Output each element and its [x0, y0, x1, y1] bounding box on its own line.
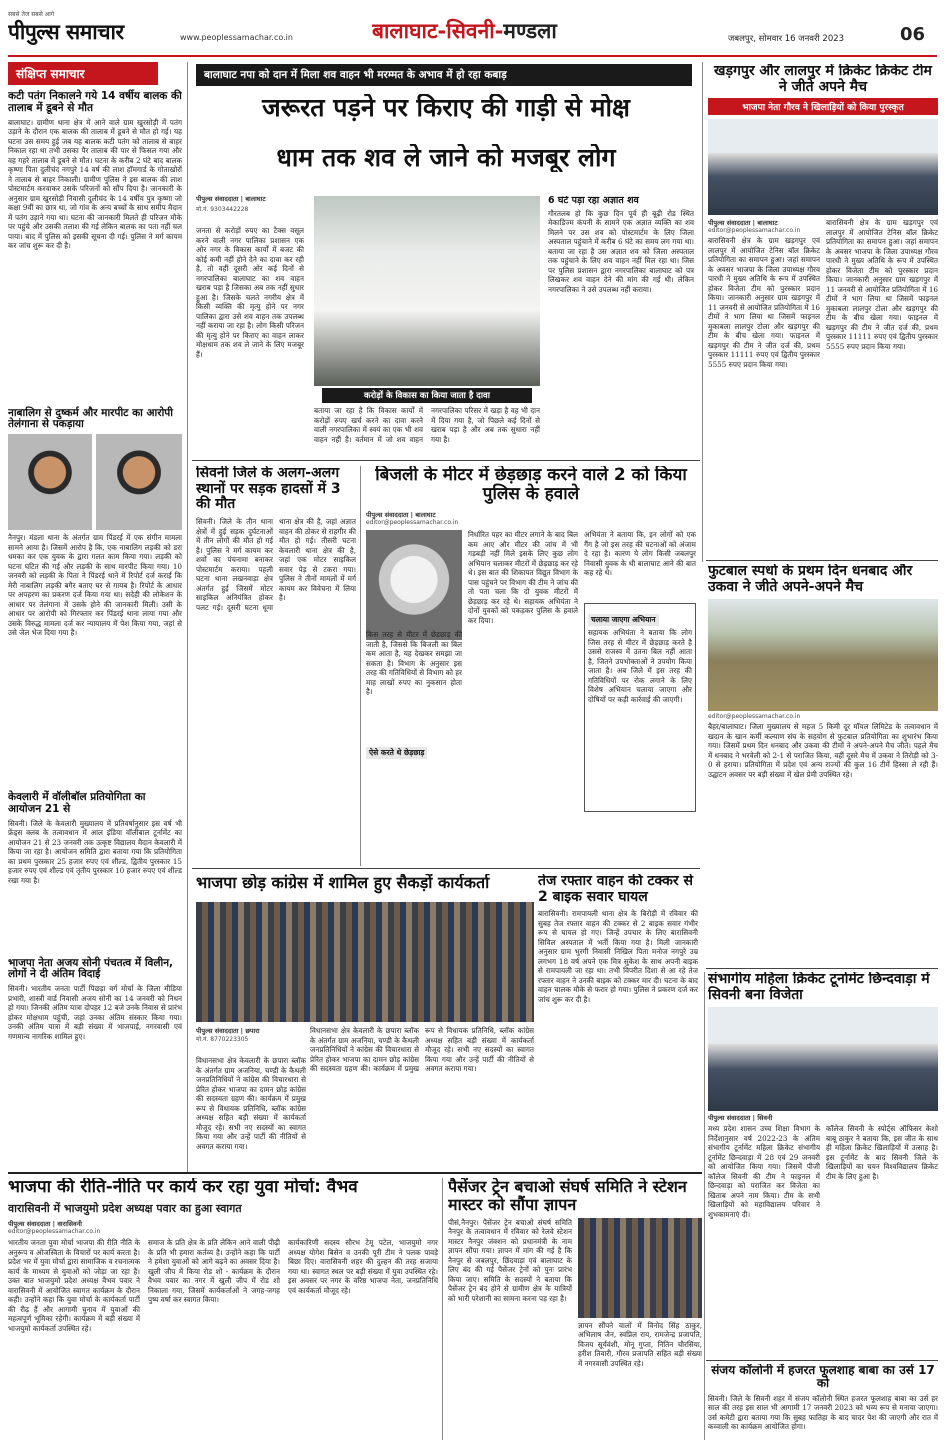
train-headline: पैसेंजर ट्रेन बचाओ संघर्ष समिति ने स्टेशन मास्टर को सौंपा ज्ञापन [448, 1178, 687, 1214]
cricket-body-cont: बारासिवनी क्षेत्र के ग्राम खड़गपुर एवं लालपुर में आयोजित टेनिस बॉल क्रिकेट प्रतियोगिता का समापन हुआ। जहां समापन के अवसर भाजपा के जिला उपाध्यक्ष गौरव पारधी ने मुख्य अतिथि के रूप में उपस्थित होकर विजेता टीम को पुरस्कार प्रदान किया। जानकारी अनुसार ग्राम खड़गपुर में 11 जनवरी से आयोजित प्रतियोगिता में 16 टीमों ने भाग लिया था जिसमें फाइनल मुकाबला लालपुर टोला और खड़गपुर की टीम के बीच खेला गया। फाइनल में खड़गपुर की टीम ने जीत दर्ज की, प्रथम पुरस्कार 11111 रुपए एवं द्वितीय पुरस्कार 5555 रुपए प्रदान किया गया। [826, 218, 938, 351]
collision-body: बारासिवनी। रामपायली थाना क्षेत्र के बिरोड़ी में रविवार की सुबह तेज रफ्तार वाहन की टक्कर से 2 बाइक सवार गंभीर रूप से घायल हो गए। जिन्हें उपचार के लिए बारासिवनी सिविल अस्पताल में भर्ती किया गया है। मिली जानकारी अनुसार ग्राम भुरगी निवासी निखिल पिता मनोज नगपुरे उम्र लगभग 18 वर्ष अपने एक मित्र सुकेश के साथ अपनी बाइक से रामपायली जा रहा था। तभी विपरीत दिशा से आ रहे तेज रफ्तार वाहन ने उनकी बाइक को टक्कर मार दी। घटना के बाद वाहन चालक मौके से फरार हो गया। पुलिस ने प्रकरण दर्ज कर जांच शुरू कर दी है। [538, 909, 698, 1004]
lead-bottom-rule [192, 460, 700, 461]
yuva-section: भाजपा की रीति-नीति पर कार्य कर रहा युवा मोर्चा: वैभव वारासिवनी में भाजयुमो प्रदेश अध्यक्ष पवार का हुआ स्वागत पीपुल्स संवाददाता | वारासिवनी editor@peoplessamachar.co.in भारतीय जनता युवा मोर्चा भाजपा की रीति नीति के अनुरूप व ओजस्विता के विचारों पर कार्य करता है। प्रदेश भर में युवा मोर्चा द्वारा सामाजिक व रचनात्मक कार्य के माध्यम से युवाओं को जोड़ा जा रहा है। उक्त बात भाजयुमो प्रदेश अध्यक्ष वैभव पवार ने वारासिवनी में आयोजित स्वागत कार्यक्रम के दौरान कही। उन्होंने कहा कि युवा मोर्चा के कार्यकर्ता पार्टी की रीढ़ हैं और आगामी चुनाव में युवाओं की महत्वपूर्ण भूमिका रहेगी। कार्यक्रम में बड़ी संख्या में भाजयुमो कार्यकर्ता उपस्थित रहे। समाज के प्रति क्षेत्र के प्रति लेकिन आने वाली पीढ़ी के प्रति भी हमारा कर्तव्य है। उन्होंने कहा कि पार्टी ने हमेशा युवाओं को आगे बढ़ने का अवसर दिया है। खुली जीप में किया रोड शो - कार्यक्रम के दौरान वैभव पवार का नगर में खुली जीप में रोड शो निकाला गया, जिसमें कार्यकर्ताओं ने जगह-जगह पुष्प वर्षा कर स्वागत किया। कार्यकारिणी सदस्य सौरभ टेमू पटेल, भाजयुमो नगर अध्यक्ष योगेश बिसेन व उनकी पूरी टीम ने पलक पावड़े बिछा दिए। वारासिवनी शहर की दुल्हन की तरह सजाया गया था। स्वागत स्थल पर बड़ी संख्या में युवा उपस्थित रहे। इस अवसर पर नगर के वरिष्ठ भाजपा नेता, जनप्रतिनिधि एवं कार्यकर्ता मौजूद रहे। [8, 1178, 438, 1440]
cricket-bottom-rule [706, 560, 938, 561]
sidebar [8, 62, 182, 1172]
urs-body: सिवनी। जिले के सिवनी शहर में संजय कॉलोनी स्थित हजरत फूलशाह बाबा का उर्स हर साल की तरह इस साल भी आगामी 17 जनवरी 2023 को भव्य रूप से मनाया जाएगा। उर्स कमेटी द्वारा बताया गया कि सुबह फातिहा के बाद चादर पेश की जाएगी और रात में कव्वाली का कार्यक्रम आयोजित होगा। [708, 1393, 938, 1432]
sidebar-story4-headline: भाजपा नेता अजय सोनी पंचतत्व में विलीन, लोगों ने दी अंतिम विदाई [8, 956, 174, 981]
collision-section [538, 874, 698, 1166]
congress-body: विधानसभा क्षेत्र केवलारी के छपारा ब्लॉक के अंतर्गत ग्राम अजनिया, चण्डी के कैथली जनप्रतिनिधियों ने कांग्रेस की विचारधारा से प्रेरित होकर भाजपा का दामन छोड़ कांग्रेस की सदस्यता ग्रहण की। कार्यक्रम में प्रमुख रूप से विधायक प्रतिनिधि, ब्लॉक कांग्रेस अध्यक्ष सहित बड़ी संख्या में कार्यकर्ता मौजूद रहे। सभी नए सदस्यों का स्वागत किया गया और उन्हें पार्टी की नीतियों से अवगत कराया गया। [310, 1026, 534, 1073]
women-cricket-team-photo [708, 1007, 938, 1111]
lead-byline: पीपुल्स संवाददाता [196, 195, 239, 203]
meter-headline: बिजली के मीटर में छेड़छाड़ करने वाले 2 को किया पुलिस के हवाले [375, 466, 687, 505]
yuva-body2: समाज के प्रति क्षेत्र के प्रति लेकिन आने वाली पीढ़ी के प्रति भी हमारा कर्तव्य है। उन्होंने कहा कि पार्टी ने हमेशा युवाओं को आगे बढ़ने का अवसर दिया है। खुली जीप में किया रोड शो - कार्यक्रम के दौरान वैभव पवार का नगर में खुली जीप में रोड शो निकाला गया, जिसमें कार्यकर्ताओं ने जगह-जगह पुष्प वर्षा कर स्वागत किया। [148, 1238, 280, 1305]
sidebar-story2-headline: नाबालिग से दुष्कर्म और मारपीट का आरोपी तेलंगाना से पकड़ाया [8, 406, 173, 431]
lead-photo-body: बताया जा रहा है कि विकास कार्यों में करोड़ों रुपए खर्च करने का दावा करने वाली नगरपालिका में स्वयं का एक भी शव वाहन नहीं है। वर्तमान में जो शव वाहन नगरपालिका परिसर में खड़ा है वह भी दान में दिया गया है, जो पिछले कई दिनों से खराब पड़ा है और अब तक सुधारा नहीं गया है। [314, 406, 540, 444]
congress-section [196, 874, 534, 1166]
football-email: editor@peoplessamachar.co.in [708, 713, 801, 721]
cricket-col1: पीपुल्स संवाददाता | बालाघाट editor@peoplessamachar.co.in बारासिवनी क्षेत्र के ग्राम खड़गपुर एवं लालपुर में आयोजित टेनिस बॉल क्रिकेट प्रतियोगिता का समापन हुआ। जहां समापन के अवसर भाजपा के जिला उपाध्यक्ष गौरव पारधी ने मुख्य अतिथि के रूप में उपस्थित होकर विजेता टीम को पुरस्कार प्रदान किया। जानकारी अनुसार ग्राम खड़गपुर में 11 जनवरी से आयोजित प्रतियोगिता में 16 टीमों ने भाग लिया था जिसमें फाइनल मुकाबला लालपुर टोला और खड़गपुर की टीम के बीच खेला गया। फाइनल में खड़गपुर की टीम ने जीत दर्ज की, प्रथम पुरस्कार 11111 रुपए एवं द्वितीय पुरस्कार 5555 रुपए प्रदान किया गया। [708, 218, 820, 556]
section-title-main: बालाघाट-सिवनी- [372, 19, 504, 43]
cricket-section [708, 64, 938, 556]
train-body2: ज्ञापन सौंपने वालों में विनोद सिंह ठाकुर, अभिलाष जैन, स्वप्निल राय, रामजेन्द्र प्रजापति, विजय सूर्यवंशी, मोनू गुप्ता, नितिन चौरसिया, हरीश तिवारी, गौरव प्रजापति सहित बड़ी संख्या में नगरवासी उपस्थित रहे। [578, 1320, 702, 1368]
yuva-byline: पीपुल्स संवाददाता [8, 1220, 51, 1229]
dateline: जबलपुर, सोमवार 16 जनवरी 2023 [728, 34, 845, 44]
lead-body-col1: जनता से करोड़ों रुपए का टैक्स वसूल करने वाली नगर पालिका प्रशासन एक ओर नगर के विकास कार्यों में बजट की कोई कमी नहीं होने देने का दावा कर रही है, तो वहीं दूसरी ओर कई दिनों से नगरपालिका बालाघाट का शव वाहन खराब पड़ा है जिसका अब तक नहीं सुधार हुआ है। जिसके चलते नगरीय क्षेत्र में किसी व्यक्ति की मृत्यु होने पर नगर पालिका द्वारा उसे शव वाहन तक उपलब्ध नहीं कराया जा रहा है। लोग किसी परिजन की मृत्यु होने पर किराए का वाहन लाकर मोक्षधाम तक शव ले जाने के लिए मजबूर हैं। [196, 226, 304, 359]
lead-photo-caption: करोड़ों के विकास का किया जाता है दावा [322, 388, 532, 403]
women-cricket-body2: कॉलेज सिवनी के स्पोर्ट्स ऑफिसर केशो बाबू ठाकुर ने बताया कि, इस जीत के साथ ही महिला क्रिकेट खिलाड़ियों में उत्साह है। इस टूर्नामेंट के बाद सिवनी जिले के खिलाड़ियों का चयन विश्वविद्यालय क्रिकेट टीम के लिए हुआ है। [826, 1124, 938, 1181]
urs-section [708, 1364, 938, 1442]
meter-body3: अभियंता ने बताया कि, इन लोगों को एक गैंग है जो इस तरह की घटनाओं को अंजाम दे रहा है। कारण ये लोग किसी जबलपुर निवासी युवक के थी बालाघाट आने की बात कह रहे थे। [584, 530, 696, 578]
accidents-section [196, 466, 356, 866]
yuva-place: वारासिवनी [57, 1220, 82, 1229]
yuva-email: editor@peoplessamachar.co.in [8, 1228, 101, 1236]
sidebar-divider [187, 62, 188, 1172]
cricket-email: editor@peoplessamachar.co.in [708, 227, 801, 235]
page-number: 06 [900, 24, 926, 45]
football-match-photo [708, 599, 938, 711]
accused-photo-2 [96, 434, 182, 530]
yuva-divider [442, 1178, 443, 1440]
cricket-headline: खड़गपुर और लालपुर में क्रिकेट क्रिकेट टीम ने जीते अपने मैच [714, 64, 932, 95]
train-memorandum-photo [578, 1218, 702, 1318]
women-cricket-columns [708, 1124, 938, 1320]
football-section [708, 564, 938, 966]
sidebar-story1-headline: कटी पतंग निकालने गये 14 वर्षीय बालक की तालाब में डूबने से मौत [8, 90, 182, 114]
cricket-columns [708, 218, 938, 556]
lead-headline-line2: धाम तक शव ले जाने को मजबूर लोग [276, 144, 616, 172]
yuva-body: भारतीय जनता युवा मोर्चा भाजपा की रीति नीति के अनुरूप व ओजस्विता के विचारों पर कार्य करता है। प्रदेश भर में युवा मोर्चा द्वारा सामाजिक व रचनात्मक कार्य के माध्यम से युवाओं को जोड़ा जा रहा है। उक्त बात भाजयुमो प्रदेश अध्यक्ष वैभव पवार ने वारासिवनी में आयोजित स्वागत कार्यक्रम के दौरान कही। उन्होंने कहा कि युवा मोर्चा के कार्यकर्ता पार्टी की रीढ़ हैं और आगामी चुनाव में युवाओं की महत्वपूर्ण भूमिका रहेगी। कार्यक्रम में बड़ी संख्या में भाजयुमो कार्यकर्ता उपस्थित रहे। [8, 1238, 140, 1333]
meter-col3 [584, 530, 696, 830]
section-title-accent: मण्डला [503, 19, 557, 43]
meter-place: बालाघाट [415, 511, 436, 520]
cricket-team-photo [708, 119, 938, 215]
sidebar-story3-body: सिवनी। जिले के केवलारी मुख्यालय में प्रतिवर्षानुसार इस वर्ष भी फ्रेंड्स क्लब के तत्वावधान में आल इंडिया वॉलीबाल टूर्नामेंट का आयोजन 21 से 23 जनवरी तक उत्कृष्ट विद्यालय मैदान केवलारी में किया जा रहा है। आयोजन समिति द्वारा बताया गया कि प्रतियोगिता का प्रथम पुरस्कार 25 हजार रुपए एवं शील्ड, द्वितीय पुरस्कार 15 हजार रुपए एवं शील्ड एवं तृतीय पुरस्कार 10 हजार रुपए एवं शील्ड रखा गया है। [8, 818, 182, 885]
congress-byline-block: पीपुल्स संवाददाता | छपारा मो.नं. 8770223305 [196, 1026, 306, 1054]
meter-box-heading: चलाया जाएगा अभियान [588, 614, 659, 626]
sidebar-story4-body: सिवनी। भारतीय जनता पार्टी पिछड़ा वर्ग मोर्चा के जिला मीडिया प्रभारी, शास्त्री वार्ड निवासी अजय सोनी का 14 जनवरी को निधन हो गया। जिनकी अंतिम यात्रा दोपहर 12 बजे उनके निवास से प्रारंभ होकर मोक्षधाम पहुंची, जहां उनका अंतिम संस्कार किया गया। उनकी अंतिम यात्रा में बड़ी संख्या में भाजपाई, नगरवासी एवं गणमान्य नागरिक शामिल हुए। [8, 984, 182, 1041]
sidebar-header: संक्षिप्त समाचार [8, 62, 158, 85]
electric-meter-photo [366, 530, 462, 640]
women-cricket-photo-wrap [708, 1007, 938, 1111]
website-url: www.peoplessamachar.co.in [180, 33, 293, 42]
congress-mobile: मो.नं. 8770223305 [196, 1036, 249, 1043]
urs-top-rule [706, 1360, 938, 1361]
congress-body-intro: विधानसभा क्षेत्र केवलारी के छपारा ब्लॉक के अंतर्गत ग्राम अजनिया, चण्डी के कैथली जनप्रतिनिधियों ने कांग्रेस की विचारधारा से प्रेरित होकर भाजपा का दामन छोड़ कांग्रेस की सदस्यता ग्रहण की। कार्यक्रम में प्रमुख रूप से विधायक प्रतिनिधि, ब्लॉक कांग्रेस अध्यक्ष सहित बड़ी संख्या में कार्यकर्ता मौजूद रहे। सभी नए सदस्यों का स्वागत किया गया और उन्हें पार्टी की नीतियों से अवगत कराया गया। [196, 1056, 306, 1151]
train-section [448, 1178, 702, 1440]
accidents-headline: सिवनी जिले के अलग-अलग स्थानों पर सड़क हादसों में 3 की मौत [196, 466, 341, 513]
lead-kicker: बालाघाट नपा को दान में मिला शव वाहन भी मरम्मत के अभाव में हो रहा कबाड़ [196, 64, 692, 86]
yuva-headline: भाजपा की रीति-नीति पर कार्य कर रहा युवा मोर्चा: वैभव [8, 1178, 358, 1197]
congress-byline: पीपुल्स संवाददाता [196, 1027, 239, 1035]
cricket-place: बालाघाट [757, 219, 778, 228]
sidebar-story2-body: नैनपुर। मंडला थाना के अंतर्गत ग्राम पिंडरई में एक संगीन मामला सामने आया है। जिसमें आरोप है कि, एक नाबालिग लड़की को डरा धमका कर एक युवक के द्वारा गलत काम किया गया। लड़की को घटना घटित की गई और लड़की के साथ मारपीट किया गया। 10 जनवरी को लड़की के पिता ने पिंडरई थाने में रिपोर्ट दर्ज कराई कि मेरी नाबालिग लड़की बगैर बताए घर से गायब है। रिपोर्ट के आधार पर अपहरण का प्रकरण दर्ज किया गया था। सदेही की लोकेशन के आधार पर तेलंगाना में उसके होने की जानकारी मिली। उसी के आधार पर आरोपी को गिरफ्तार कर पिंडरई थाना लाया गया और उसके विरुद्ध मामला दर्ज कर न्यायालय में पेश किया गया, जहां से उसे जेल भेज दिया गया है। [8, 533, 182, 637]
sidebar-story2-photos [8, 434, 182, 530]
meter-body1: निर्धारित पहर का मीटर लगाने के बाद बिल कम आए और मीटर की जांच में भी गड़बड़ी नहीं मिले इसके लिए कुछ लोग अभियान चलाकर मीटरों में छेड़छाड़ कर रहे थे। इस बात की शिकायत विद्युत विभाग के पास पहुंचने पर विभाग की टीम ने जांच की तो पता चला कि दो युवक मीटरों में छेड़छाड़ कर रहे थे। सहायक अभियंता ने दोनों युवकों को पकड़कर पुलिस के हवाले कर दिया। [468, 530, 578, 625]
congress-top-rule [192, 868, 700, 869]
cricket-subhead: भाजपा नेता गौरव ने खिलाड़ियों को किया पुरस्कृत [708, 98, 938, 115]
logo-text: पीपुल्स समाचार [8, 20, 124, 44]
logo-tagline: सबसे तेज सबसे आगे [8, 11, 55, 18]
accused-photo-1 [8, 434, 92, 530]
meter-body2: किस तरह से मीटर में छेड़छाड़ की जाती है, जिससे कि बिजली का बिल कम आता है, यह देखकर समझा जा सकता है। विभाग के अनुसार इस तरह की गतिविधियों से विभाग को हर माह लाखों रुपए का नुकसान होता है। [366, 630, 462, 696]
meter-sub-heading: ऐसे करते थे छेड़छाड़ [366, 747, 427, 759]
football-bottom-rule [706, 968, 938, 969]
congress-headline: भाजपा छोड़ कांग्रेस में शामिल हुए सैकड़ों कार्यकर्ता [196, 874, 490, 892]
congress-event-photo [196, 902, 534, 1022]
train-col2 [578, 1218, 702, 1432]
meter-box-body: सहायक अभियंता ने बताया कि लोग जिस तरह से मीटर में छेड़छाड़ करते है उससे राजस्व में उतना बिल नहीं आता है, जितने उपभोक्ताओं ने उपयोग किया जाता है। अब जिले में इस तरह की गतिविधियों पर रोक लगाने के लिए विशेष अभियान चलाया जाएगा और दोषियों पर कड़ी कार्रवाई की जाएगी। [588, 628, 692, 704]
masthead [0, 0, 945, 58]
sidebar-story3-headline: केवलारी में वॉलीबॉल प्रतियोगिता का आयोजन 21 से [8, 791, 146, 815]
train-columns [448, 1218, 702, 1432]
yuva-columns [8, 1238, 438, 1422]
meter-email: editor@peoplessamachar.co.in [366, 519, 459, 527]
meter-byline: पीपुल्स संवाददाता [366, 511, 409, 520]
women-cricket-section: संभागीय महिला क्रिकेट टूर्नामेंट छिन्दवाड़ा में सिवनी बना विजेता पीपुल्स संवाददाता | सिवनी मध्य प्रदेश शासन उच्च शिक्षा विभाग के निर्देशानुसार वर्ष 2022-23 के अंतिम संभागीय टूर्नामेंट महिला क्रिकेट संभागीय टूर्नामेंट छिन्दवाड़ा में 28 एवं 29 जनवरी को आयोजित किया गया। जिसमें पीजी कॉलेज सिवनी की टीम ने फाइनल में छिन्दवाड़ा को पराजित कर विजेता का खिताब अपने नाम किया। टीम के सभी खिलाड़ियों को महाविद्यालय परिवार ने शुभकामनाएं दी। कॉलेज सिवनी के स्पोर्ट्स ऑफिसर केशो बाबू ठाकुर ने बताया कि, इस जीत के साथ ही महिला क्रिकेट खिलाड़ियों में उत्साह है। इस टूर्नामेंट के बाद सिवनी जिले के खिलाड़ियों का चयन विश्वविद्यालय क्रिकेट टीम के लिए हुआ है। [708, 972, 938, 1358]
meter-section: बिजली के मीटर में छेड़छाड़ करने वाले 2 को किया पुलिस के हवाले पीपुल्स संवाददाता | बालाघाट editor@peoplessamachar.co.in निर्धारित पहर का मीटर लगाने के बाद बिल कम आए और मीटर की जांच में भी गड़बड़ी नहीं मिले इसके लिए कुछ लोग अभियान चलाकर मीटरों में छेड़छाड़ कर रहे थे। इस बात की शिकायत विद्युत विभाग के पास पहुंचने पर विभाग की टीम ने जांच की तो पता चला कि दो युवक मीटरों में छेड़छाड़ कर रहे थे। सहायक अभियंता ने दोनों युवकों को पकड़कर पुलिस के हवाले कर दिया। अभियंता ने बताया कि, इन लोगों को एक गैंग है जो इस तरह की घटनाओं को अंजाम दे रहा है। कारण ये लोग किसी जबलपुर निवासी युवक के थी बालाघाट आने की बात कह रहे थे। चलाया जाएगा अभियान सहायक अभियंता ने बताया कि लोग जिस तरह से मीटर में छेड़छाड़ करते है उससे राजस्व में उतना बिल नहीं आता है, जितने उपभोक्ताओं ने उपयोग किया जाता है। अब जिले में इस तरह की गतिविधियों पर रोक लगाने के लिए विशेष अभियान चलाया जाएगा और दोषियों पर कड़ी कार्रवाई की जाएगी। किस तरह से मीटर में छेड़छाड़ की जाती है, जिससे कि बिजली का बिल कम आता है, यह देखकर समझा जा सकता है। विभाग के अनुसार इस तरह की गतिविधियों से विभाग को हर माह लाखों रुपए का नुकसान होता है। ऐसे करते थे छेड़छाड़ [366, 466, 696, 864]
lead-mobile: मो.नं. 9303442228 [196, 206, 249, 213]
meter-col1-text [366, 630, 462, 862]
meter-box [584, 603, 696, 812]
train-divider [704, 972, 705, 1440]
cricket-byline: पीपुल्स संवाददाता [708, 219, 751, 228]
lead-sub-heading: 6 घंटे पड़ा रहा अज्ञात शव [548, 196, 639, 206]
hearse-photo [314, 196, 540, 386]
lead-headline-line1: जरूरत पड़ने पर किराए की गाड़ी से मोक्ष [262, 94, 630, 122]
women-cricket-place: सिवनी [757, 1114, 773, 1123]
lead-divider-right [702, 62, 703, 562]
lead-place: बालाघाट [245, 195, 266, 203]
urs-headline: संजय कॉलोनी में हजरत फूलशाह बाबा का उर्स 17 को [711, 1364, 935, 1391]
women-cricket-byline: पीपुल्स संवाददाता [708, 1114, 751, 1123]
masthead-rule [8, 55, 937, 57]
women-cricket-headline: संभागीय महिला क्रिकेट टूर्नामेंट छिन्दवाड़ा में सिवनी बना विजेता [708, 972, 930, 1003]
yuva-body3: कार्यकारिणी सदस्य सौरभ टेमू पटेल, भाजयुमो नगर अध्यक्ष योगेश बिसेन व उनकी पूरी टीम ने पलक पावड़े बिछा दिए। वारासिवनी शहर की दुल्हन की तरह सजाया गया था। स्वागत स्थल पर बड़ी संख्या में युवा उपस्थित रहे। इस अवसर पर नगर के वरिष्ठ भाजपा नेता, जनप्रतिनिधि एवं कार्यकर्ता मौजूद रहे। [288, 1238, 438, 1295]
newspaper-logo [8, 10, 178, 50]
football-headline: फुटबाल स्पर्धा के प्रथम दिन धनबाद और उकवा ने जीते अपने-अपने मैच [708, 564, 913, 595]
cricket-body: बारासिवनी क्षेत्र के ग्राम खड़गपुर एवं लालपुर में आयोजित टेनिस बॉल क्रिकेट प्रतियोगिता का समापन हुआ। जहां समापन के अवसर भाजपा के जिला उपाध्यक्ष गौरव पारधी ने मुख्य अतिथि के रूप में उपस्थित होकर विजेता टीम को पुरस्कार प्रदान किया। जानकारी अनुसार ग्राम खड़गपुर में 11 जनवरी से आयोजित प्रतियोगिता में 16 टीमों ने भाग लिया था जिसमें फाइनल मुकाबला लालपुर टोला और खड़गपुर की टीम के बीच खेला गया। फाइनल में खड़गपुर की टीम ने जीत दर्ज की, प्रथम पुरस्कार 11111 रुपए एवं द्वितीय पुरस्कार 5555 रुपए प्रदान किया गया। [708, 236, 820, 369]
lead-sub-section [548, 196, 694, 452]
congress-place: छपारा [245, 1027, 260, 1035]
lead-byline-block: पीपुल्स संवाददाता | बालाघाट मो.नं. 9303442228 [196, 194, 304, 228]
lead-sub-body: गौरतलब हो कि कुछ दिन पूर्व ही बूढ़ी रोड स्थित मेकाडिज्म कंपनी के सामने एक अज्ञात व्यक्ति का शव मिलने पर उस शव को पोस्टमार्टम के लिए जिला अस्पताल पहुंचाने में करीब 6 घंटे का समय लग गया था। बताया जा रहा है उस अज्ञात शव को जिला अस्पताल तक पहुंचाने के लिए शव वाहन नहीं मिल रहा था। जिस पर पुलिस प्रशासन द्वारा नगरपालिका बालाघाट को पत्र लिखकर शव वाहन देने की मांग की गई थी। लेकिन नगरपालिका ने उसे उपलब्ध नहीं कराया। [548, 208, 694, 294]
collision-headline: तेज रफ्तार वाहन की टक्कर से 2 बाइक सवार घायल [538, 874, 693, 905]
football-photo-wrap [708, 599, 938, 711]
women-cricket-body: मध्य प्रदेश शासन उच्च शिक्षा विभाग के निर्देशानुसार वर्ष 2022-23 के अंतिम संभागीय टूर्नामेंट महिला क्रिकेट संभागीय टूर्नामेंट छिन्दवाड़ा में 28 एवं 29 जनवरी को आयोजित किया गया। जिसमें पीजी कॉलेज सिवनी की टीम ने फाइनल में छिन्दवाड़ा को पराजित कर विजेता का खिताब अपने नाम किया। टीम के सभी खिलाड़ियों को महाविद्यालय परिवार ने शुभकामनाएं दी। [708, 1124, 820, 1219]
section-title [372, 17, 602, 47]
accidents-body: सिवनी। जिले के तीन थाना क्षेत्रों में हुई सड़क दुर्घटनाओं में तीन लोगों की मौत हो गई है। पुलिस ने मर्ग कायम कर शवों का पंचनामा बनाकर पोस्टमार्टम कराया। पहली घटना थाना लखनवाड़ा क्षेत्र अंतर्गत हुई जिसमें मोटर साइकिल अनियंत्रित होकर पलट गई। दूसरी घटना धूमा थाना क्षेत्र की है, जहां अज्ञात वाहन की ठोकर से राहगीर की मौत हो गई। तीसरी घटना केवलारी थाना क्षेत्र की है, जहां एक मोटर साइकिल सवार पेड़ से टकरा गया। पुलिस ने तीनों मामलों में मर्ग कायम कर विवेचना में लिया है। [196, 517, 356, 612]
train-body: पीसं,नैनपुर। पैसेंजर ट्रेन बचाओ संघर्ष समिति नैनपुर के तत्वावधान में रविवार को रेलवे स्टेशन मास्टर नैनपुर जंक्शन को प्रधानमंत्री के नाम ज्ञापन सौंपा गया। ज्ञापन में मांग की गई है कि नैनपुर से जबलपुर, छिंदवाड़ा एवं बालाघाट के लिए बंद की गई पैसेंजर ट्रेनों को पुनः प्रारंभ किया जाए। समिति के सदस्यों ने बताया कि पैसेंजर ट्रेन बंद होने से ग्रामीण क्षेत्र के यात्रियों को भारी परेशानी का सामना करना पड़ रहा है। [448, 1217, 572, 1303]
accidents-divider [360, 466, 361, 866]
bottom-section-rule [8, 1172, 702, 1174]
football-body: बैहर/बालाघाट। जिला मुख्यालय से महज 5 किमी दूर मॉयल लिमिटेड के तत्वावधान में खदान के खान कर्मी कल्याण संघ के सहयोग से फुटबाल प्रतियोगिता का शुभारंभ किया गया। जिसमें प्रथम दिन धनबाद और उकवा की टीमों ने अपने-अपने मैच जीते। पहले मैच में धनबाद ने भरवेली को 2-1 से पराजित किया, वहीं दूसरे मैच में उकवा ने तिरोड़ी को 3-0 से हराया। प्रतियोगिता में प्रदेश एवं अन्य राज्यों की कुल 16 टीमें हिस्सा ले रही हैं। उद्घाटन अवसर पर बड़ी संख्या में खेल प्रेमी उपस्थित रहे। [708, 722, 938, 779]
cricket-photo-wrap [708, 119, 938, 215]
sidebar-story1-body: बालाघाट। ग्रामीण थाना क्षेत्र में आने वाले ग्राम खुरसोड़ी में पतंग उड़ाने के दौरान एक बालक की तालाब में डूबने से मौत हो गई। यह घटना उस समय हुई जब यह बालक कटी पतंग को तालाब से बाहर निकाल रहा था तभी उसका पैर तालाब की पार से फिसल गया और वह गहरे तालाब में डूबने से मौत। घटना के करीब 2 घंटे बाद बालक कृष्णा पिता दुलीचंद नगपुरे 14 वर्ष की लाश हॉमगार्ड के गोताखोरों ने तालाब से बाहर निकाली। ग्रामीण पुलिस ने इस बालक की लाश पोस्टमार्टम करवाकर उसके परिजनों को सौंप दिया है। जानकारी के अनुसार ग्राम खुरसोड़ी निवासी दुलीचंद के 14 वर्षीय पुत्र कृष्णा जो कक्षा 9वीं का छात्र था, जो गांव के अन्य बच्चों के साथ समीप मैदान में पतंग उड़ाने गया था। घटना की जानकारी मिलते ही परिजन मौके पर पहुंचे और उसकी तलाश की गई लेकिन बालक का पता नहीं चल पाया। बाद में पुलिस को इसकी सूचना दी गई। पुलिस ने मर्ग कायम कर जांच शुरू कर दी है। [8, 117, 182, 250]
yuva-subhead: वारासिवनी में भाजयुमो प्रदेश अध्यक्ष पवार का हुआ स्वागत [8, 1202, 242, 1216]
